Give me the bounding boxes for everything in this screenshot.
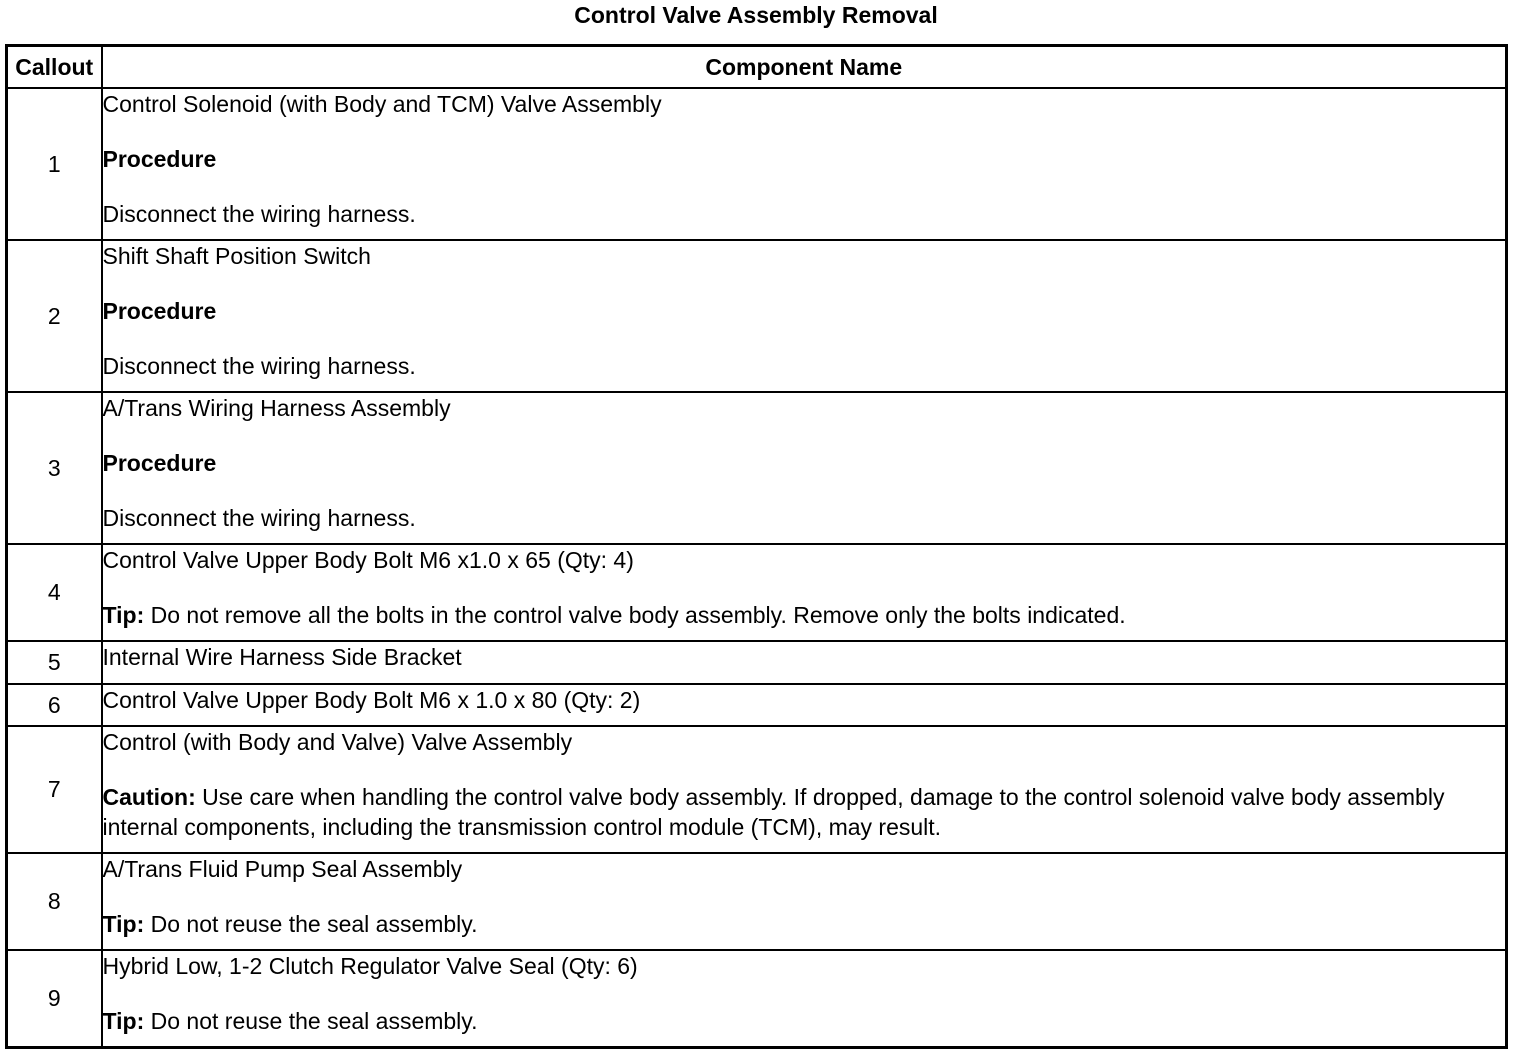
tip-note (103, 1006, 1506, 1036)
callout-number: 5 (7, 641, 102, 684)
tip-text: Do not reuse the seal assembly. (144, 1008, 478, 1034)
component-cell (102, 950, 1507, 1047)
component-name: Control (with Body and Valve) Valve Assembly (102, 729, 573, 755)
component-cell (102, 684, 1507, 726)
component-name: A/Trans Fluid Pump Seal Assembly (102, 856, 463, 882)
procedure-label: Procedure (102, 450, 217, 476)
callout-number: 6 (7, 684, 102, 726)
caution-text: Use care when handling the control valve body assembly. If dropped, damage to the control solenoid valve body assembly internal components, including the transmission control module (TCM), may result. (102, 784, 1445, 840)
tip-note (103, 600, 1506, 630)
component-name: Internal Wire Harness Side Bracket (102, 644, 462, 670)
tip-note (103, 909, 1506, 939)
component-cell (102, 392, 1507, 544)
tip-text: Do not remove all the bolts in the control valve body assembly. Remove only the bolts indicated. (144, 602, 1126, 628)
component-name: A/Trans Wiring Harness Assembly (102, 395, 451, 421)
component-name: Shift Shaft Position Switch (102, 243, 371, 269)
procedure-label: Procedure (102, 298, 217, 324)
callout-number: 2 (7, 240, 102, 392)
table-row (7, 88, 1507, 240)
table-row (7, 684, 1507, 726)
component-name: Control Solenoid (with Body and TCM) Valve Assembly (102, 91, 662, 117)
callout-number: 3 (7, 392, 102, 544)
procedure-text: Disconnect the wiring harness. (102, 505, 416, 531)
callout-number: 8 (7, 853, 102, 950)
component-name: Control Valve Upper Body Bolt M6 x1.0 x 65 (Qty: 4) (102, 547, 634, 573)
component-cell (102, 240, 1507, 392)
component-cell (102, 88, 1507, 240)
component-name: Hybrid Low, 1-2 Clutch Regulator Valve Seal (Qty: 6) (102, 953, 638, 979)
page-title: Control Valve Assembly Removal (574, 2, 938, 28)
procedure-label: Procedure (102, 146, 217, 172)
caution-label: Caution: (102, 784, 196, 810)
table-row (7, 641, 1507, 684)
table-row (7, 240, 1507, 392)
table-row (7, 726, 1507, 853)
tip-label: Tip: (102, 1008, 145, 1034)
procedure-text: Disconnect the wiring harness. (102, 201, 416, 227)
component-name-column-header: Component Name (102, 46, 1507, 89)
table-row (7, 544, 1507, 641)
table-row (7, 853, 1507, 950)
callout-column-header: Callout (7, 46, 102, 89)
tip-text: Do not reuse the seal assembly. (144, 911, 478, 937)
component-cell (102, 726, 1507, 853)
tip-label: Tip: (102, 911, 145, 937)
component-cell (102, 544, 1507, 641)
table-row (7, 950, 1507, 1047)
component-name: Control Valve Upper Body Bolt M6 x 1.0 x 80 (Qty: 2) (102, 687, 641, 713)
caution-note (103, 782, 1506, 842)
callout-number: 9 (7, 950, 102, 1047)
callout-number: 4 (7, 544, 102, 641)
table-header-row (7, 46, 1507, 89)
callout-number: 7 (7, 726, 102, 853)
component-cell (102, 641, 1507, 684)
procedure-text: Disconnect the wiring harness. (102, 353, 416, 379)
callout-number: 1 (7, 88, 102, 240)
tip-label: Tip: (102, 602, 145, 628)
table-row (7, 392, 1507, 544)
component-cell (102, 853, 1507, 950)
component-table (5, 44, 1508, 1049)
